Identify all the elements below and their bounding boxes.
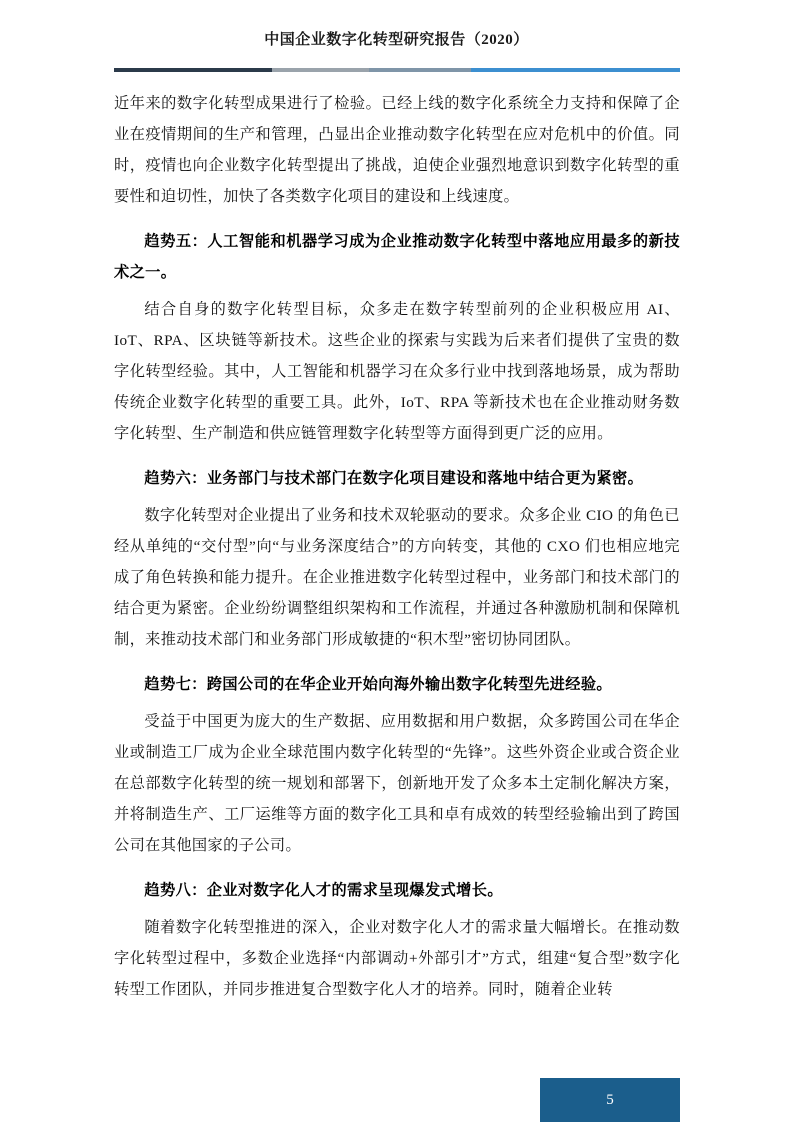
rule-segment-dark bbox=[114, 68, 272, 72]
rule-segment-blue bbox=[471, 68, 680, 72]
header-divider-rule bbox=[114, 68, 680, 72]
paragraph-trend-seven: 受益于中国更为庞大的生产数据、应用数据和用户数据，众多跨国公司在华企业或制造工厂成为企业全球范围内数字化转型的“先锋”。这些外资企业或合资企业在总部数字化转型的统一规划和部署下，创新地开发了众多本土定制化解决方案，并将制造生产、工厂运维等方面的数字化工具和卓有成效的转型经验输出到了跨国公司在其他国家的子公司。 bbox=[114, 713, 680, 854]
paragraph-continuation: 近年来的数字化转型成果进行了检验。已经上线的数字化系统全力支持和保障了企业在疫情期间的生产和管理，凸显出企业推动数字化转型在应对危机中的价值。同时，疫情也向企业数字化转型提出了挑战，迫使企业强烈地意识到数字化转型的重要性和迫切性，加快了各类数字化项目的建设和上线速度。 bbox=[114, 95, 680, 205]
paragraph-trend-eight: 随着数字化转型推进的深入，企业对数字化人才的需求量大幅增长。在推动数字化转型过程中，多数企业选择“内部调动+外部引才”方式，组建“复合型”数字化转型工作团队，并同步推进复合型数字化人才的培养。同时，随着企业转 bbox=[114, 919, 680, 998]
heading-trend-five: 趋势五：人工智能和机器学习成为企业推动数字化转型中落地应用最多的新技术之一。 bbox=[114, 233, 680, 281]
heading-trend-seven: 趋势七：跨国公司的在华企业开始向海外输出数字化转型先进经验。 bbox=[144, 676, 613, 693]
page-content bbox=[114, 88, 680, 1005]
heading-trend-six: 趋势六：业务部门与技术部门在数字化项目建设和落地中结合更为紧密。 bbox=[144, 470, 644, 487]
rule-segment-gray bbox=[272, 68, 368, 72]
page-header bbox=[0, 28, 793, 49]
page-number: 5 bbox=[606, 1092, 614, 1108]
rule-segment-steel bbox=[369, 68, 471, 72]
header-title: 中国企业数字化转型研究报告（2020） bbox=[264, 32, 529, 48]
paragraph-trend-six: 数字化转型对企业提出了业务和技术双轮驱动的要求。众多企业 CIO 的角色已经从单纯的“交付型”向“与业务深度结合”的方向转变，其他的 CXO 们也相应地完成了角色转换和能力提升。在企业推进数字化转型过程中，业务部门和技术部门的结合更为紧密。企业纷纷调整组织架构和工作流程，并通过各种激励机制和保障机制，来推动技术部门和业务部门形成敏捷的“积木型”密切协同团队。 bbox=[114, 507, 680, 648]
heading-trend-eight: 趋势八：企业对数字化人才的需求呈现爆发式增长。 bbox=[144, 882, 503, 899]
paragraph-trend-five: 结合自身的数字化转型目标，众多走在数字转型前列的企业积极应用 AI、IoT、RPA、区块链等新技术。这些企业的探索与实践为后来者们提供了宝贵的数字化转型经验。其中，人工智能和机器学习在众多行业中找到落地场景，成为帮助传统企业数字化转型的重要工具。此外，IoT、RPA 等新技术也在企业推动财务数字化转型、生产制造和供应链管理数字化转型等方面得到更广泛的应用。 bbox=[114, 301, 680, 442]
